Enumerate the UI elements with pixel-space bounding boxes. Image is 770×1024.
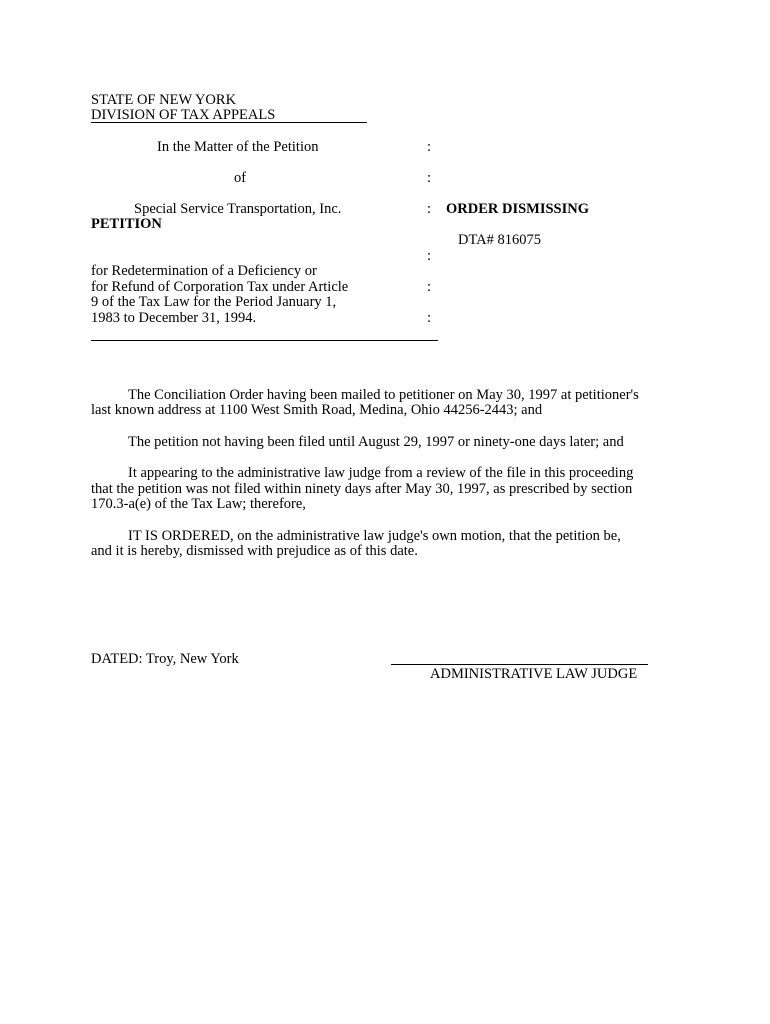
caption-colon: :	[427, 310, 432, 326]
paragraph-3-line-2: that the petition was not filed within ninety days after May 30, 1997, as prescribed by section	[91, 481, 633, 497]
paragraph-3-line-3: 170.3-a(e) of the Tax Law; therefore,	[91, 496, 306, 512]
order-title: ORDER DISMISSING	[446, 201, 590, 217]
dta-number: DTA# 816075	[458, 232, 542, 248]
caption-rule	[91, 340, 438, 341]
caption-colon: :	[427, 279, 432, 295]
division-underline	[91, 122, 367, 123]
matter-line: In the Matter of the Petition	[157, 139, 319, 155]
signature-title: ADMINISTRATIVE LAW JUDGE	[430, 666, 638, 682]
petition-word: PETITION	[91, 216, 162, 232]
paragraph-1-line-2: last known address at 1100 West Smith Road, Medina, Ohio 44256-2443; and	[91, 402, 543, 418]
signature-line	[391, 664, 648, 665]
caption-colon: :	[427, 201, 432, 217]
redetermination-line: for Refund of Corporation Tax under Article	[91, 279, 349, 295]
paragraph-1-line-1: The Conciliation Order having been mailed to petitioner on May 30, 1997 at petitioner's	[128, 387, 639, 403]
of-line: of	[234, 170, 247, 186]
redetermination-line: for Redetermination of a Deficiency or	[91, 263, 317, 279]
caption-colon: :	[427, 170, 432, 186]
paragraph-2: The petition not having been filed until August 29, 1997 or ninety-one days later; and	[128, 434, 624, 450]
caption-colon: :	[427, 139, 432, 155]
redetermination-line: 1983 to December 31, 1994.	[91, 310, 257, 326]
redetermination-line: 9 of the Tax Law for the Period January 1,	[91, 294, 337, 310]
order-paragraph-line-2: and it is hereby, dismissed with prejudice as of this date.	[91, 543, 418, 559]
state-heading: STATE OF NEW YORK	[91, 92, 237, 108]
caption-colon: :	[427, 248, 432, 264]
division-heading: DIVISION OF TAX APPEALS	[91, 107, 276, 123]
petitioner-name: Special Service Transportation, Inc.	[134, 201, 342, 217]
order-paragraph-line-1: IT IS ORDERED, on the administrative law judge's own motion, that the petition be,	[128, 528, 621, 544]
paragraph-3-line-1: It appearing to the administrative law judge from a review of the file in this proceeding	[128, 465, 634, 481]
dated-line: DATED: Troy, New York	[91, 651, 239, 667]
